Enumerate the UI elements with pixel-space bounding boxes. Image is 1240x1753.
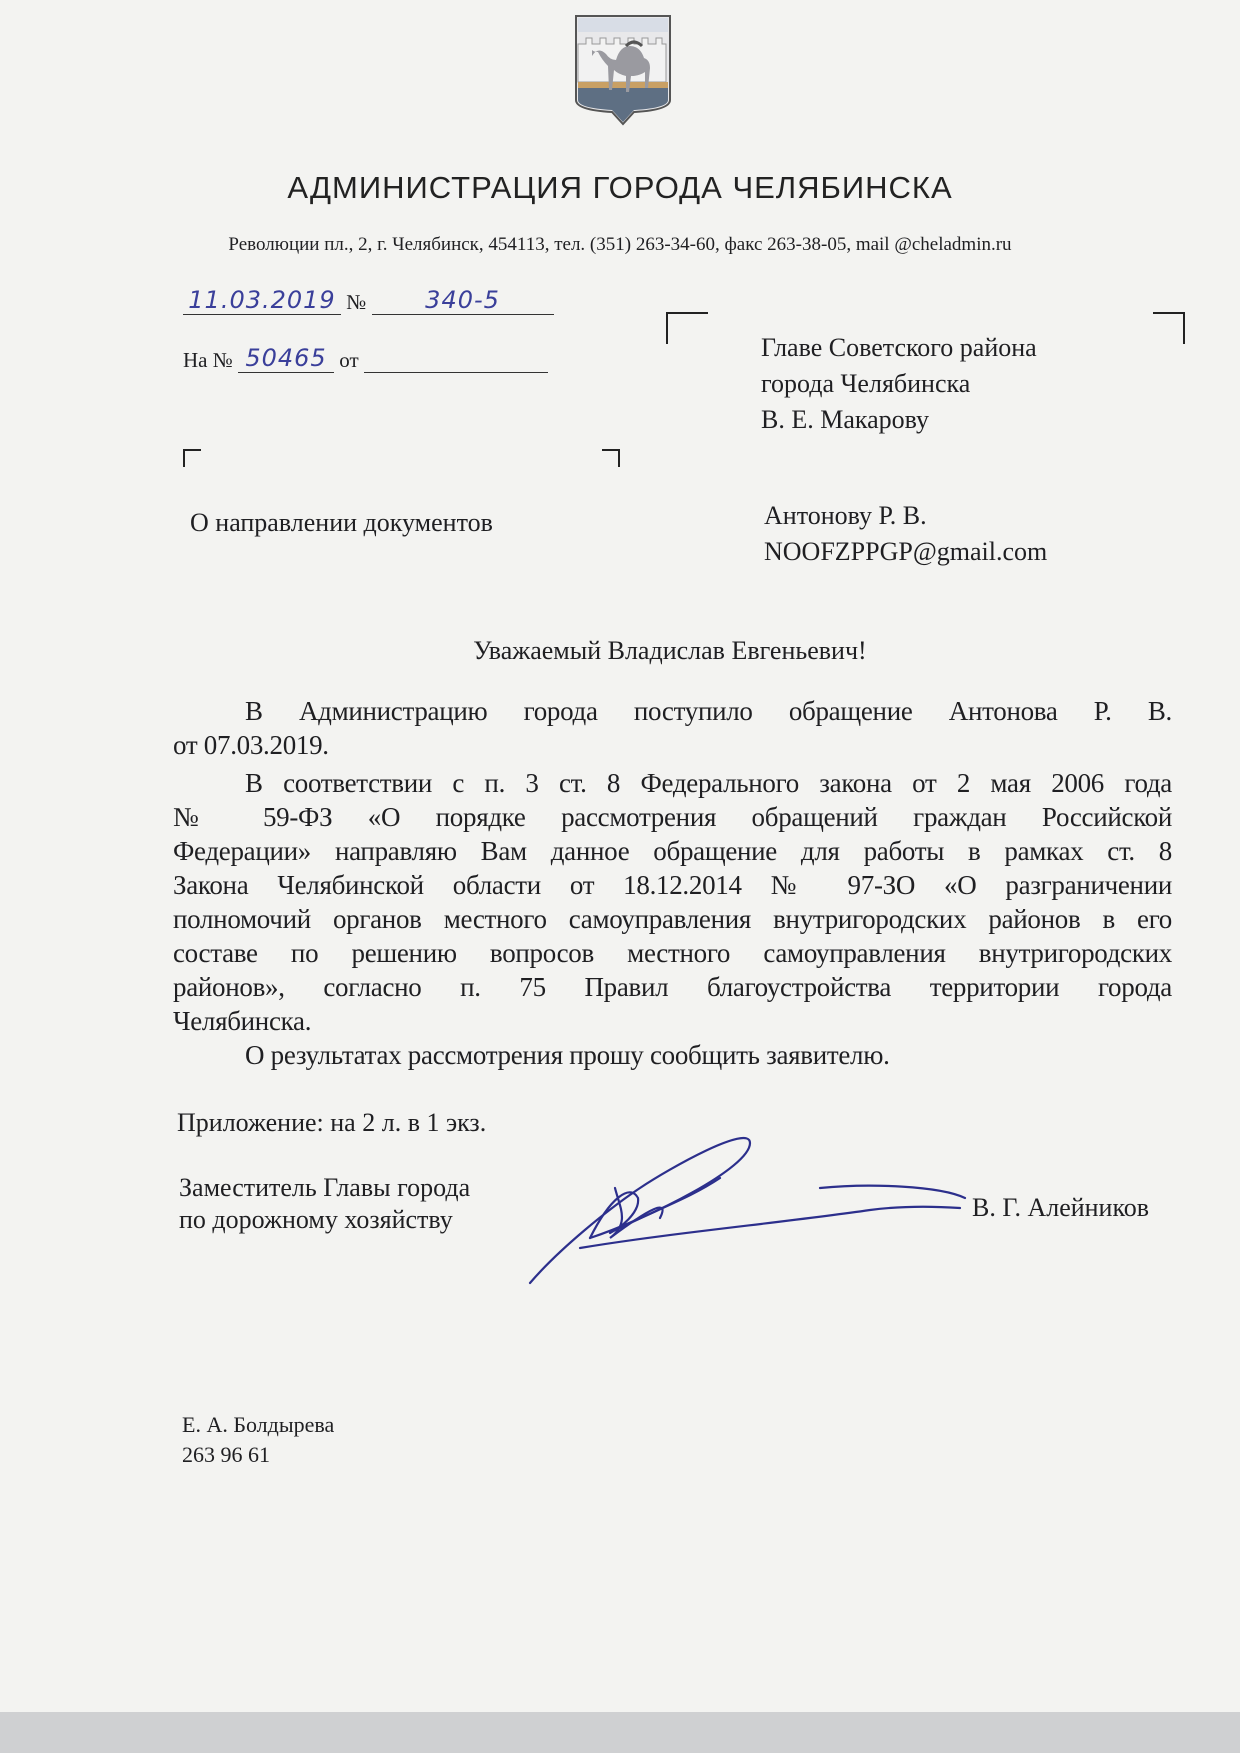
registration-date: 11.03.2019: [183, 286, 341, 315]
ref-label: На №: [183, 348, 233, 372]
scan-edge: [0, 1712, 1240, 1753]
body-line: Федерации» направляю Вам данное обращение для работы в рамках ст. 8: [173, 836, 1172, 866]
body-line: от 07.03.2019.: [173, 730, 329, 760]
executor-name: Е. А. Болдырева: [182, 1412, 335, 1437]
position-line: Заместитель Главы города: [179, 1173, 471, 1202]
signatory-name: В. Г. Алейников: [972, 1193, 1150, 1222]
ref-from-label: от: [339, 348, 359, 372]
ref-number: 50465: [238, 344, 334, 373]
addressee-line: города Челябинска: [761, 369, 971, 398]
addressee-line: В. Е. Макарову: [761, 405, 930, 434]
corner-mark: [666, 312, 708, 344]
body-line: В Администрацию города поступило обращение Антонова Р. В.: [245, 696, 1172, 726]
letter-body: [173, 694, 1172, 1072]
executor-info: [182, 1410, 334, 1470]
position-line: по дорожному хозяйству: [179, 1205, 453, 1234]
copy-recipient-block: [764, 498, 1047, 570]
letterhead-address: Революции пл., 2, г. Челябинск, 454113, тел. (351) 263-34-60, факс 263-38-05, mail @cheladmin.ru: [228, 234, 1012, 255]
corner-mark: [1153, 312, 1185, 344]
body-line: полномочий органов местного самоуправления внутригородских районов в его: [173, 904, 1172, 934]
subject: О направлении документов: [190, 508, 493, 537]
addressee-line: Главе Советского района: [761, 333, 1037, 362]
corner-mark: [183, 449, 201, 467]
copy-recipient-email: NOOFZPPGP@gmail.com: [764, 537, 1048, 566]
corner-mark: [602, 449, 620, 467]
copy-recipient-name: Антонову Р. В.: [764, 501, 927, 530]
body-line: районов», согласно п. 75 Правил благоустройства территории города: [173, 972, 1172, 1002]
body-line: В соответствии с п. 3 ст. 8 Федерального закона от 2 мая 2006 года: [245, 768, 1172, 798]
reference-line: [183, 344, 548, 373]
body-line: Закона Челябинской области от 18.12.2014 № 97-ЗО «О разграничении: [173, 870, 1172, 900]
addressee-block: [761, 330, 1037, 438]
registration-number: 340-5: [372, 286, 554, 315]
handwritten-signature: [520, 1128, 980, 1293]
executor-phone: 263 96 61: [182, 1442, 270, 1467]
signatory-position: [179, 1172, 470, 1236]
number-label: №: [346, 290, 367, 314]
letterhead-title: АДМИНИСТРАЦИЯ ГОРОДА ЧЕЛЯБИНСКА: [287, 170, 953, 205]
body-line: № 59-ФЗ «О порядке рассмотрения обращений граждан Российской: [173, 802, 1172, 832]
greeting: Уважаемый Владислав Евгеньевич!: [473, 636, 867, 665]
ref-from-date: [364, 350, 548, 373]
body-line: составе по решению вопросов местного самоуправления внутригородских: [173, 938, 1172, 968]
coat-of-arms-emblem: [574, 14, 672, 126]
attachment-note: Приложение: на 2 л. в 1 экз.: [177, 1108, 487, 1137]
registration-line: [183, 286, 554, 315]
body-line: О результатах рассмотрения прошу сообщить заявителю.: [245, 1040, 890, 1070]
body-line: Челябинска.: [173, 1006, 312, 1036]
